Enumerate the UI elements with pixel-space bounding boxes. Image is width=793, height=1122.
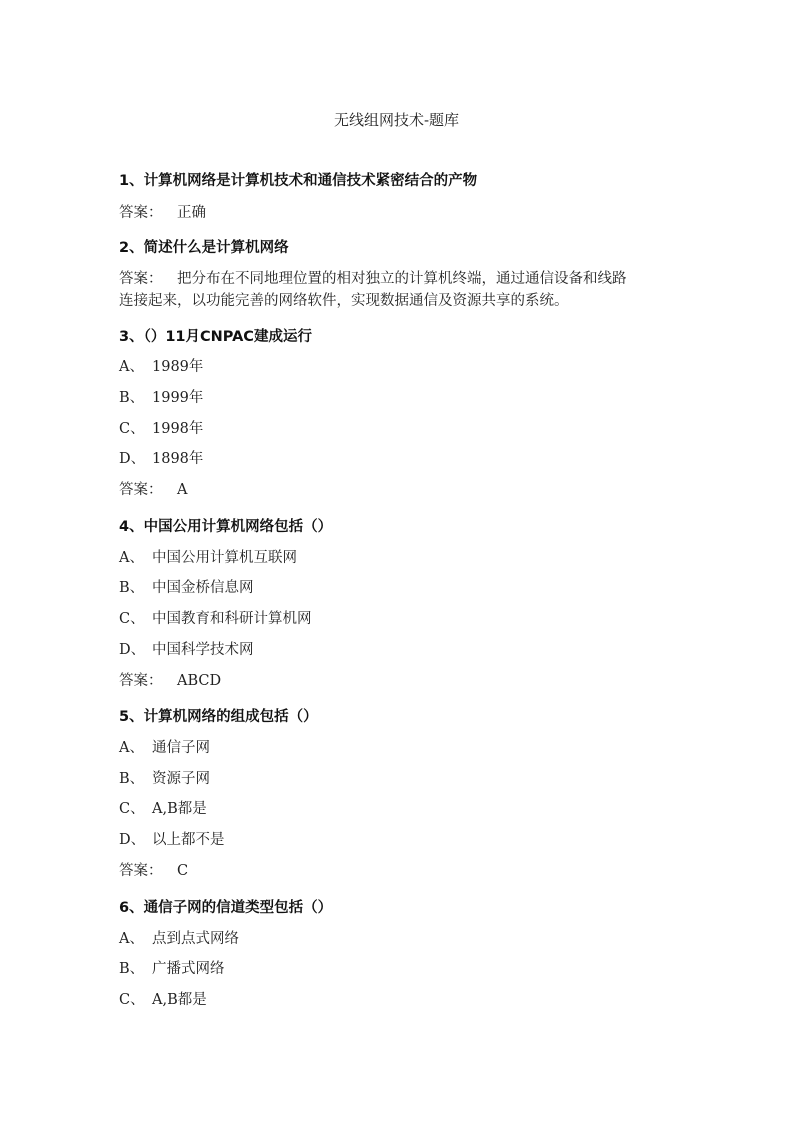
item-marker: D、 — [119, 832, 146, 848]
item-text: 中国科学技术网 — [152, 642, 254, 658]
item-text: 正确 — [177, 205, 206, 221]
option-b — [119, 388, 203, 408]
item-text: 1998年 — [152, 421, 204, 437]
item-marker: B、 — [119, 961, 145, 977]
option-d — [119, 830, 225, 850]
option-b — [119, 769, 210, 789]
option-a — [119, 357, 203, 377]
option-c — [119, 419, 203, 439]
question-6: 6、通信子网的信道类型包括（） — [119, 900, 333, 916]
option-b — [119, 578, 254, 598]
option-c — [119, 799, 207, 819]
answer-3 — [119, 480, 187, 500]
item-text: 资源子网 — [152, 771, 210, 787]
option-a — [119, 738, 210, 758]
option-a — [119, 548, 297, 568]
option-d — [119, 449, 203, 469]
item-text: A,B都是 — [152, 992, 207, 1008]
item-text: A,B都是 — [152, 801, 207, 817]
question-1: 1、计算机网络是计算机技术和通信技术紧密结合的产物 — [119, 173, 478, 189]
item-marker: C、 — [119, 611, 145, 627]
item-text: 1989年 — [152, 359, 204, 375]
item-text: 把分布在不同地理位置的相对独立的计算机终端，通过通信设备和线路 — [177, 271, 627, 287]
item-marker: D、 — [119, 642, 146, 658]
item-marker: 答案： — [119, 482, 163, 498]
item-marker: C、 — [119, 992, 145, 1008]
item-marker: C、 — [119, 801, 145, 817]
item-text: 1999年 — [152, 390, 204, 406]
item-text: 以上都不是 — [152, 832, 225, 848]
item-text: 通信子网 — [152, 740, 210, 756]
question-2: 2、简述什么是计算机网络 — [119, 240, 289, 256]
question-5: 5、计算机网络的组成包括（） — [119, 709, 318, 725]
answer-4 — [119, 671, 221, 691]
option-b — [119, 959, 225, 979]
option-a — [119, 929, 239, 949]
answer-1 — [119, 203, 206, 223]
question-4: 4、中国公用计算机网络包括（） — [119, 519, 333, 535]
item-text: ABCD — [177, 673, 222, 689]
item-text: C — [177, 863, 189, 879]
item-marker: A、 — [119, 931, 144, 947]
item-marker: B、 — [119, 771, 145, 787]
option-d — [119, 640, 254, 660]
item-marker: A、 — [119, 359, 144, 375]
item-text: 1898年 — [152, 451, 204, 467]
item-marker: 答案： — [119, 673, 163, 689]
question-3: 3、（）11月CNPAC建成运行 — [119, 329, 312, 345]
item-marker: 答案： — [119, 863, 163, 879]
document-title: 无线组网技术-题库 — [333, 111, 460, 129]
item-marker: B、 — [119, 390, 145, 406]
item-text: 中国教育和科研计算机网 — [152, 611, 312, 627]
item-text: 广播式网络 — [152, 961, 225, 977]
item-marker: 答案： — [119, 271, 163, 287]
item-marker: A、 — [119, 740, 144, 756]
item-text: 点到点式网络 — [152, 931, 239, 947]
item-text: 中国公用计算机互联网 — [152, 550, 297, 566]
item-text: 中国金桥信息网 — [152, 580, 254, 596]
item-marker: 答案： — [119, 205, 163, 221]
item-text: A — [177, 482, 188, 498]
item-marker: D、 — [119, 451, 146, 467]
item-marker: B、 — [119, 580, 145, 596]
item-marker: A、 — [119, 550, 144, 566]
answer-5 — [119, 861, 188, 881]
item-marker: C、 — [119, 421, 145, 437]
option-c — [119, 609, 312, 629]
answer-2 — [119, 269, 627, 289]
option-c — [119, 990, 207, 1010]
answer-2-line-2: 连接起来，以功能完善的网络软件，实现数据通信及资源共享的系统。 — [119, 293, 569, 309]
